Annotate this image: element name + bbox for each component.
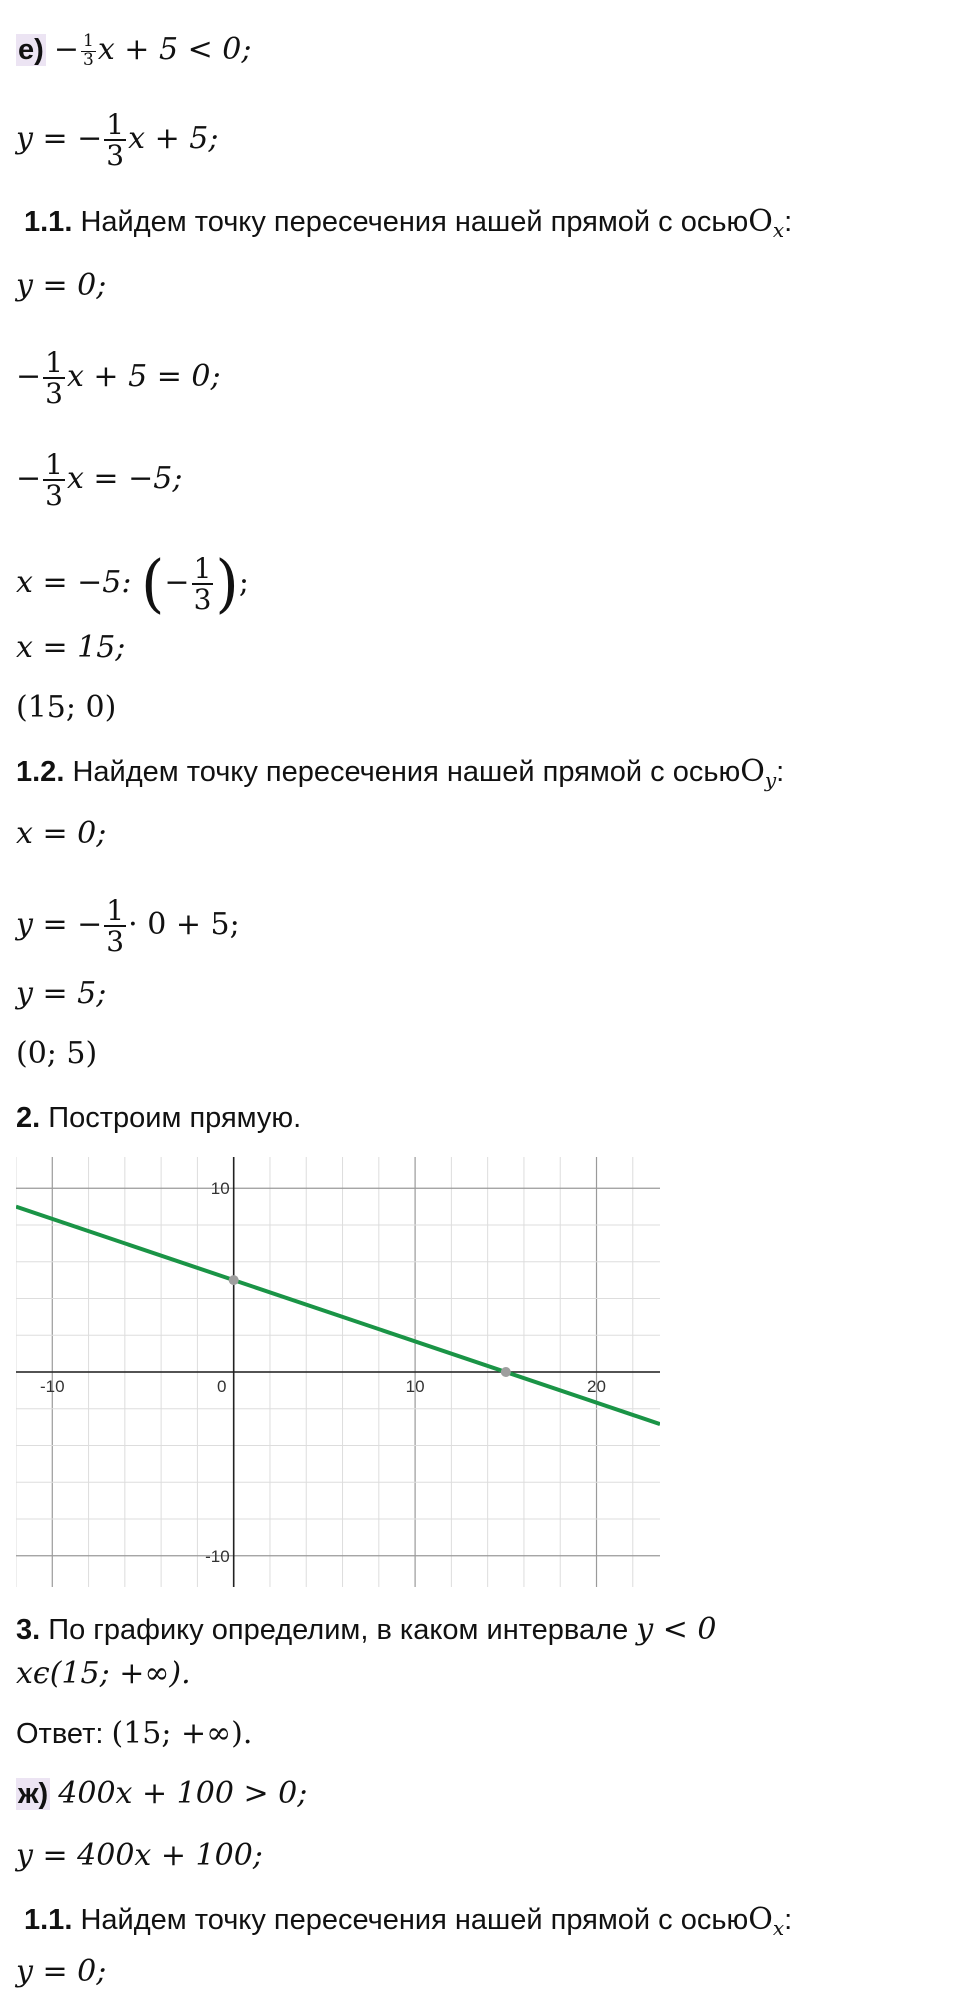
x-tick-label: -10 [39,1377,65,1396]
step-1-2-heading [16,754,784,798]
part-e-label: е) [18,34,44,66]
step-2-text: Построим прямую. [48,1102,302,1134]
right-paren: ) [215,547,239,622]
eq4-fraction [192,554,214,615]
answer-value: (15; +∞). [111,1716,253,1751]
func-frac-num: 1 [106,108,125,141]
intercept-point [229,1275,239,1285]
part-zh-eq-y-zero: y = 0; [16,1954,107,1989]
step-1-1-number: 1.1. [24,206,73,238]
part-zh-step-1-1-axis: O [748,1902,773,1937]
eq4-prefix: x = −5: [16,565,141,601]
eq4-den: 3 [193,583,212,617]
ineq-frac-num: 1 [83,31,94,51]
eq7-rest: · 0 + 5; [128,907,240,943]
eq-x-zero: x = 0; [16,816,107,851]
step-1-2-colon: : [776,756,785,788]
part-zh-step-1-1-axis-sub: x [772,1916,785,1940]
eq-substitute [16,896,240,957]
x-tick-label: 0 [216,1377,227,1396]
line-graph [16,1157,660,1587]
eq-set-zero [16,348,221,409]
eq-isolate [16,450,182,511]
part-zh-function: y = 400x + 100; [16,1838,263,1873]
eq-divide [16,547,249,622]
part-zh-step-1-1-colon: : [784,1904,793,1936]
step-1-2-number: 1.2. [16,756,65,788]
step-1-2-axis: O [740,754,765,789]
func-rest: x + 5; [128,121,219,157]
step-3-condition: y < 0 [636,1612,717,1647]
part-zh-step-1-1-text: Найдем точку пересечения нашей прямой с осью [80,1904,749,1936]
step-1-1-colon: : [784,206,793,238]
x-tick-label: 20 [587,1377,606,1396]
part-zh-step-1-1-number: 1.1. [24,1904,73,1936]
answer-label: Ответ: [16,1718,104,1750]
eq4-inner-prefix: − [164,565,190,601]
eq4-num: 1 [193,552,212,585]
answer-line [16,1716,252,1752]
step-3-text: По графику определим, в каком интервале [48,1614,629,1646]
eq-y-zero: y = 0; [16,268,107,303]
series-line [16,1207,660,1424]
func-prefix: y = − [16,121,103,157]
eq3-den: 3 [45,479,63,513]
point-x-intercept: (15; 0) [16,690,117,725]
eq3-fraction [43,450,65,511]
eq-x-15: x = 15; [16,630,126,665]
eq3-rest: x = −5; [66,461,183,497]
ineq-fraction [81,33,96,70]
x-tick-label: 10 [405,1377,425,1396]
step-1-1-heading [24,204,792,248]
eq3-num: 1 [45,448,63,481]
eq7-prefix: y = − [16,907,103,943]
eq2-num: 1 [45,346,63,379]
step-2-heading [16,1100,301,1136]
eq3-prefix: − [16,461,42,497]
eq7-fraction [104,896,126,957]
eq2-rest: x + 5 = 0; [66,359,221,395]
part-zh-step-1-1-heading [24,1902,792,1946]
intercept-point [501,1367,511,1377]
eq7-num: 1 [106,894,125,927]
step-1-1-axis: O [748,204,773,239]
ineq-frac-den: 3 [83,49,94,70]
eq2-den: 3 [45,377,63,411]
step-3-number: 3. [16,1614,41,1646]
eq4-suffix: ; [238,565,249,601]
step-1-1-axis-sub: x [772,218,785,242]
y-tick-label: 10 [210,1179,230,1199]
step-2-number: 2. [16,1102,41,1134]
step-1-2-axis-sub: y [764,768,777,792]
ineq-minus: − [53,32,79,67]
left-paren: ( [141,547,165,622]
point-y-intercept: (0; 5) [16,1036,98,1071]
step-1-2-text: Найдем точку пересечения нашей прямой с осью [72,756,741,788]
step-3-heading [16,1612,717,1648]
eq-y-5: y = 5; [16,976,107,1011]
eq7-den: 3 [106,925,125,959]
part-zh-inequality: 400x + 100 > 0; [58,1776,308,1811]
eq2-fraction [43,348,65,409]
part-e-inequality-line [16,32,251,70]
eq2-prefix: − [16,359,42,395]
part-zh-label: ж) [18,1778,49,1810]
step-1-1-text: Найдем точку пересечения нашей прямой с осью [80,206,749,238]
part-e-function-line [16,110,218,171]
ineq-rest: x + 5 < 0; [97,32,252,67]
y-tick-label: -10 [205,1546,230,1566]
step-3-result: xϵ(15; +∞). [16,1656,191,1691]
func-fraction [104,110,126,171]
part-zh-inequality-line [16,1776,307,1812]
func-frac-den: 3 [106,139,125,173]
